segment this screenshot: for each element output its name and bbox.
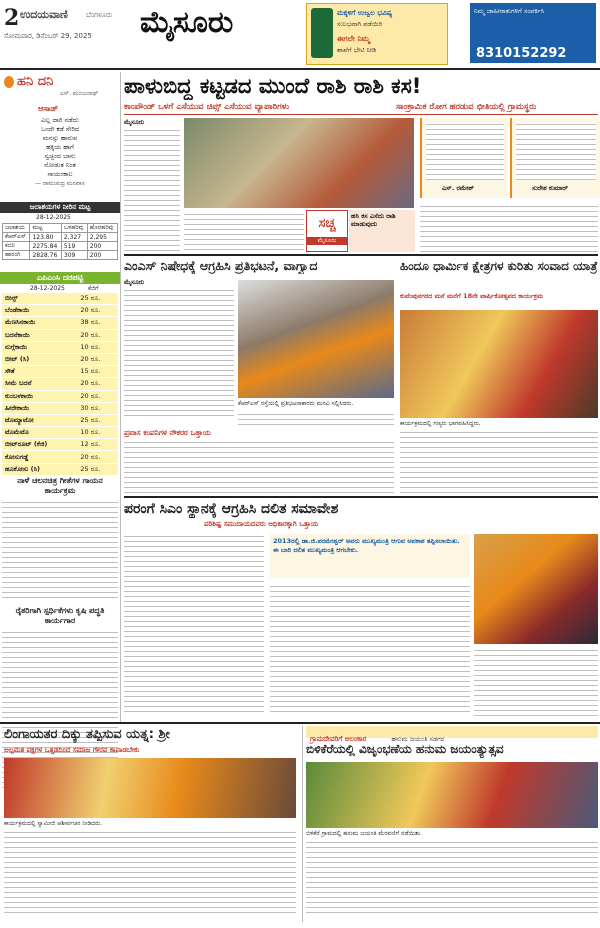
lead-body-col3 [420, 204, 598, 252]
veg-price-title: ಎಪಿಎಂಸಿ ದರಪಟ್ಟಿ [0, 272, 120, 284]
lead-story [124, 72, 598, 252]
story4-body-col1 [124, 534, 264, 716]
story6-kicker: ಗ್ರಾಮದೇವರಿಗೆ ಅಲಂಕಾರ ಹನುಮ ಜಯಂತಿ ಸಡಗರ [306, 726, 598, 738]
lead-headline: ಪಾಳುಬಿದ್ದ ಕಟ್ಟಡದ ಮುಂದೆ ರಾಶಿ ರಾಶಿ ಕಸ! [124, 74, 422, 98]
quote-box-2: ಸುರೇಶ ಕುಮಾರ್ [510, 118, 600, 198]
table-row: ಬದನೆಕಾಯಿ 20 ರೂ. [2, 329, 118, 341]
story2-body-col1 [124, 288, 234, 418]
story2-subsection: ಪ್ರವಾಸ ಕಂಪನಿಗಳ ನೌಕರರ ಒತ್ತಾಯ [124, 428, 211, 437]
city-title: ಮೈಸೂರು [140, 5, 234, 40]
story5-caption: ಕಾರ್ಯಕ್ರಮದಲ್ಲಿ ಸ್ವಾಮೀಜಿ ಆಶೀರ್ವಚನ ನೀಡಿದರು. [4, 820, 103, 827]
table-row: ಬೀಟ್‌ (ಸಿ) 20 ರೂ. [2, 353, 118, 365]
story-hindu-religious [400, 258, 598, 494]
lead-subhead-left: ಕಾಂಪೌಂಡ್ ಒಳಗೆ ಎಸೆಯುವ ಚಿಪ್ಸ್ ಎಸೆಯುವ ವ್ಯಾಪಾರಿಗಳು [124, 102, 290, 112]
veg-price-table [2, 293, 118, 476]
lead-body-col2 [184, 212, 304, 252]
column-brand: ಹನಿ ದನಿ [17, 74, 54, 89]
honey-icon [4, 76, 14, 88]
sidebar-story2-title: ರೈತರಿಗಾಗಿ ಸ್ಪರ್ಧಿಕೆಗಳು ಕೃಷಿ ಪದ್ಧತಿ ಕಾರ್ಯಗಾರ [15, 606, 105, 625]
poem-author: — ರಾಮಚಂದ್ರ ಮನವಾಸ [35, 180, 85, 187]
header-divider [0, 68, 600, 70]
story4-headline: ಪರಂಗೆ ಸಿಎಂ ಸ್ಥಾನಕ್ಕೆ ಆಗ್ರಹಿಸಿ ದಲಿತ ಸಮಾವೇಶ [124, 501, 339, 517]
poem-title: ಆಸಾಡ್ [38, 104, 59, 113]
table-row: ಸೀಮೆ ಬದನೆ 20 ರೂ. [2, 378, 118, 390]
story-hanuma-jayanti [306, 726, 598, 922]
story3-subhead: ಕುವೆಂಪುನಗರದ ಮನೆ ಮನೆಗೆ 18ನೇ ವಾರ್ಷಿಕೋತ್ಸವದ ಕಾರ್ಯಕ್ರಮ [400, 292, 544, 300]
lead-callout: ಹಸಿ ಕಸ ಎಸೆದು ರಾಶಿ ಮಾಡುವುದು [349, 210, 415, 252]
water-level-title: ಜಲಾಶಯಗಳ ನೀರಿನ ಮಟ್ಟ [0, 202, 120, 213]
table-row: ಟೊಮ್ಯಾಟೋ 25 ರೂ. [2, 414, 118, 426]
veg-price-date: 28-12-2025 [30, 285, 65, 292]
water-level-date: 28-12-2025 [36, 214, 71, 221]
story5-body [4, 830, 296, 916]
story6-caption: ಬಿಳಿಕೆರೆ ಗ್ರಾಮದಲ್ಲಿ ಹನುಮ ಜಯಂತಿ ಮೆರವಣಿಗೆ ನಡೆಯಿತು. [306, 830, 422, 837]
story5-headline: ಲಿಂಗಾಯತರ ದಿಕ್ಕು ತಪ್ಪಿಸುವ ಯತ್ನ: ಶ್ರೀ [4, 727, 170, 742]
ad-banner-contact[interactable]: ನಿಮ್ಮ ಜಾಹೀರಾತುಗಳಿಗೆ ಸಂಪರ್ಕಿಸಿ 8310152292 [470, 3, 596, 63]
story5-subhead: ಅಲ್ಪಮತ ಪಕ್ಷಗಳ ಒತ್ತಡದಿಂದ ಸಮಾಜ ಗೌರವ ಕಾಪಾಡಬೇಕು [4, 746, 140, 754]
story4-pullquote: 2013ರಲ್ಲಿ ಡಾ.ಜಿ.ಪರಮೇಶ್ವರ್ ಅವರು ಮುಖ್ಯಮಂತ್ರಿ ಆಗುವ ಅವಕಾಶ ತಪ್ಪಿಸಲಾಯಿತು. ಈ ಬಾರಿ ದಲಿತ ಮುಖ್ಯಮಂತ್ರಿ ಆಗಬೇಕು. [270, 534, 470, 578]
page-number: 2 [4, 5, 20, 31]
story2-body-col2 [124, 440, 394, 494]
poem-body: ಎಲ್ಲ ದಾರಿ ನಡೆದು ಒಂದೇ ಕಡೆ ಸೇರಿದ ಮನಸ್ಸು ಹಾರುವ ಹಕ್ಕಿಯ ಹಾಗೆ ಸ್ವಚ್ಛಂದ ಬಾನು ನೋಡುತ ನಿಂತ ಸಾಯಂಕಾಲ — ರಾಮಚಂದ್ರ ಮನವಾಸ [0, 116, 120, 188]
table-row: ಮೆಣಸಿನಕಾಯಿ 38 ರೂ. [2, 317, 118, 329]
story6-headline: ಬಿಳಿಕೆರೆಯಲ್ಲಿ ವಿಜೃಂಭಣೆಯ ಹನುಮ ಜಯಂತ್ಯುತ್ಸವ [306, 742, 504, 756]
story4-subhead: ಪರಿಶಿಷ್ಟ ಸಮುದಾಯದವರು ಅಧಿಕಾರಕ್ಕಾಗಿ ಒತ್ತಾಯ [204, 520, 319, 528]
table-row: ಕೋಸುಗಡ್ಡೆ 20 ರೂ. [2, 451, 118, 463]
column-byline: ಎಸ್. ಮಂಜುನಾಥ್ [60, 90, 99, 97]
table-row: ಬೆಂಡೆಕಾಯಿ 20 ರೂ. [2, 305, 118, 317]
story5-photo [4, 758, 296, 818]
lead-photo-garbage [184, 118, 414, 208]
lead-dateline: ಮೈಸೂರು [124, 118, 145, 126]
story4-body-col2 [270, 584, 470, 716]
story4-photo [474, 534, 598, 644]
lead-subhead-right: ಸಾಂಕ್ರಾಮಿಕ ರೋಗ ಹರಡುವ ಭೀತಿಯಲ್ಲಿ ಗ್ರಾಮಸ್ಥರು [396, 102, 537, 112]
table-row: ಕಬಿನಿ 2275.84 519 200 [3, 242, 118, 251]
story3-caption: ಕಾರ್ಯಕ್ರಮದಲ್ಲಿ ಗಣ್ಯರು ಭಾಗವಹಿಸಿದ್ದರು. [400, 420, 481, 427]
story6-photo [306, 762, 598, 828]
story2-headline: ಎಂಎಸ್ ನಿಷೇಧಕ್ಕೆ ಆಗ್ರಹಿಸಿ ಪ್ರತಿಭಟನೆ, ವಾಗ್ವಾದ [124, 258, 318, 273]
story4-body-col3 [474, 648, 598, 716]
table-row: ಸೌತೆ 15 ರೂ. [2, 366, 118, 378]
story6-body [306, 840, 598, 916]
table-row: ಹಾರಂಗಿ 2828.76 309 200 [3, 251, 118, 260]
sidebar-story1-title: ನಾಳೆ ಚಲನಚಿತ್ರ ಗೀತೆಗಳ ಗಾಯನ ಕಾರ್ಯಕ್ರಮ [17, 476, 103, 495]
table-row: ಕುಂಬಳಕಾಯಿ 20 ರೂ. [2, 390, 118, 402]
story2-photo-protest [238, 280, 394, 398]
table-row: ಟೊಮೆಟೊ 10 ರೂ. [2, 427, 118, 439]
story-lingayat [0, 726, 300, 922]
issue-date: ಸೋಮವಾರ, ಡಿಸೆಂಬರ್ 29, 2025 [4, 32, 92, 40]
masthead [0, 0, 600, 68]
story2-caption: ಕೆಆರ್‌ಎಸ್‌ ರಸ್ತೆಯಲ್ಲಿ ಪ್ರತಿಭಟನಾಕಾರರು ಮನವಿ ಸಲ್ಲಿಸಿದರು. [238, 400, 354, 407]
story-dalit-convention [124, 500, 598, 716]
table-row: ನುಗ್ಗೆಕಾಯಿ 10 ರೂ. [2, 341, 118, 353]
paper-name: ಉದಯವಾಣಿ [20, 8, 68, 21]
table-row: ಬೀನ್ಸ್ 25 ರೂ. [2, 293, 118, 305]
ad-phone-number[interactable]: 8310152292 [476, 46, 567, 61]
quote-box-1: ಎಸ್. ರಮೇಶ್ [420, 118, 508, 198]
story3-body [400, 430, 598, 494]
brand-box: ಸಚ್ಚ ಮೈಸೂರು [306, 210, 348, 252]
table-row: ಕೆಆರ್‌ಎಸ್ 123.80 2,327 2,295 [3, 233, 118, 242]
veg-price-unit: ಕೆಜಿಗೆ [88, 285, 99, 292]
story3-photo-event [400, 310, 598, 418]
edition-label: ಬೆಂಗಳೂರು [86, 11, 113, 19]
phone-graphic-icon [311, 8, 333, 58]
ad-banner-education[interactable]: ಮಕ್ಕಳಿಗೆ ಉಜ್ವಲ ಭವಿಷ್ಯ ಸುಲಭವಾಗಿ ಪಡೆಯಿರಿ ಈಗಲೇ ನಿಮ್ಮ ಶಾಖೆಗೆ ಭೇಟಿ ನೀಡಿ [306, 3, 448, 65]
sidebar-story1-body [2, 500, 118, 600]
story3-headline: ಹಿಂದೂ ಧಾರ್ಮಿಕ ಕ್ಷೇತ್ರಗಳ ಕುರಿತು ಸಂವಾದ ಯಾತ್ರೆ [400, 259, 598, 273]
table-row: ಹೂಕೋಸು (ಸಿ) 25 ರೂ. [2, 463, 118, 475]
water-level-table: ಜಲಾಶಯ ಮಟ್ಟ ಒಳಹರಿವು ಹೊರಹರಿವು ಕೆಆರ್‌ಎಸ್ 123.80 2,327 2,295 ಕಬಿನಿ 2275.84 519 200 ಹಾರಂಗಿ 2828.76 309 200 [2, 223, 118, 260]
table-row: ಹೀರೇಕಾಯಿ 30 ರೂ. [2, 402, 118, 414]
table-row: ಬೀಟ್‌ರೂಟ್ (ಕೆಜಿ) 12 ರೂ. [2, 439, 118, 451]
lead-body-col1 [124, 128, 180, 252]
story-ms-protest [124, 258, 394, 494]
story2-dateline: ಮೈಸೂರು [124, 278, 145, 286]
